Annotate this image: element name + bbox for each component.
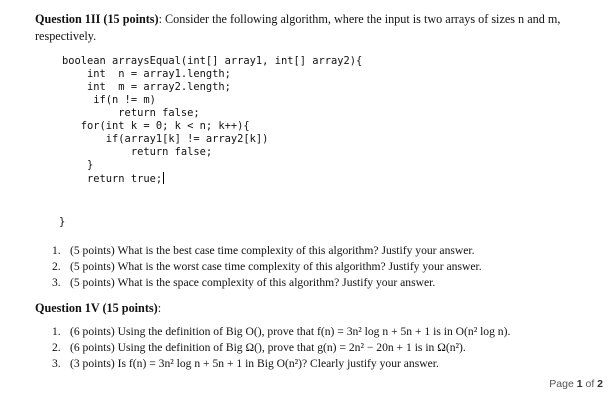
list-item: [52, 275, 482, 291]
page-middle: of: [582, 378, 598, 390]
list-item: [52, 243, 482, 259]
question-3-intro: : Consider the following algorithm, where the input is two arrays of sizes n and m,: [158, 12, 561, 26]
code-line: int n = array1.length;: [62, 68, 231, 80]
code-line: boolean arraysEqual(int[] array1, int[] array2){: [62, 55, 363, 67]
item-text: (3 points) Is f(n) = 3n² log n + 5n + 1 in Big O(n²)? Clearly justify your answer.: [70, 357, 439, 370]
question-4-header: [35, 300, 607, 317]
code-line: int m = array2.length;: [62, 81, 231, 93]
question-4-title-suffix: :: [157, 301, 162, 315]
code-line: return true;: [62, 173, 163, 185]
page-current: 1: [576, 378, 583, 390]
item-text: (5 points) What is the space complexity of this algorithm? Justify your answer.: [70, 276, 436, 289]
item-number: 1.: [52, 244, 61, 257]
question-4-items: [52, 324, 510, 372]
page-prefix: Page: [549, 378, 577, 390]
text-cursor: [163, 172, 164, 184]
page-indicator: [549, 378, 603, 390]
code-line-with-cursor[interactable]: [62, 172, 362, 186]
question-3-intro-continued: respectively.: [35, 29, 97, 43]
item-number: 2.: [52, 341, 61, 354]
code-line: }: [62, 159, 94, 171]
question-3-title: Question 1II (15 points): [35, 12, 159, 26]
item-text: (6 points) Using the definition of Big O(), prove that f(n) = 3n² log n + 5n + 1 is in O(n² log n).: [70, 325, 511, 338]
item-text: (6 points) Using the definition of Big Ω(), prove that g(n) = 2n² − 20n + 1 is in Ω(n²).: [70, 341, 466, 354]
question-4-title: Question 1V (15 points): [35, 301, 158, 315]
item-number: 3.: [52, 357, 61, 370]
page-total: 2: [597, 378, 603, 390]
code-block: [62, 55, 362, 186]
question-3-items: [52, 243, 482, 291]
code-closing-brace: }: [59, 216, 66, 228]
list-item: [52, 356, 510, 372]
item-number: 3.: [52, 276, 61, 289]
code-line: if(n != m): [62, 94, 156, 106]
list-item: [52, 259, 482, 275]
code-line: if(array1[k] != array2[k]): [62, 133, 269, 145]
list-item: [52, 324, 510, 340]
item-number: 1.: [52, 325, 61, 338]
code-line: for(int k = 0; k < n; k++){: [62, 120, 250, 132]
code-line: return false;: [62, 107, 200, 119]
code-line: return false;: [62, 146, 213, 158]
list-item: [52, 340, 510, 356]
item-text: (5 points) What is the worst case time complexity of this algorithm? Justify your answer.: [70, 260, 482, 273]
item-text: (5 points) What is the best case time complexity of this algorithm? Justify your answer.: [70, 244, 475, 257]
item-number: 2.: [52, 260, 61, 273]
question-3-header: [35, 11, 607, 45]
